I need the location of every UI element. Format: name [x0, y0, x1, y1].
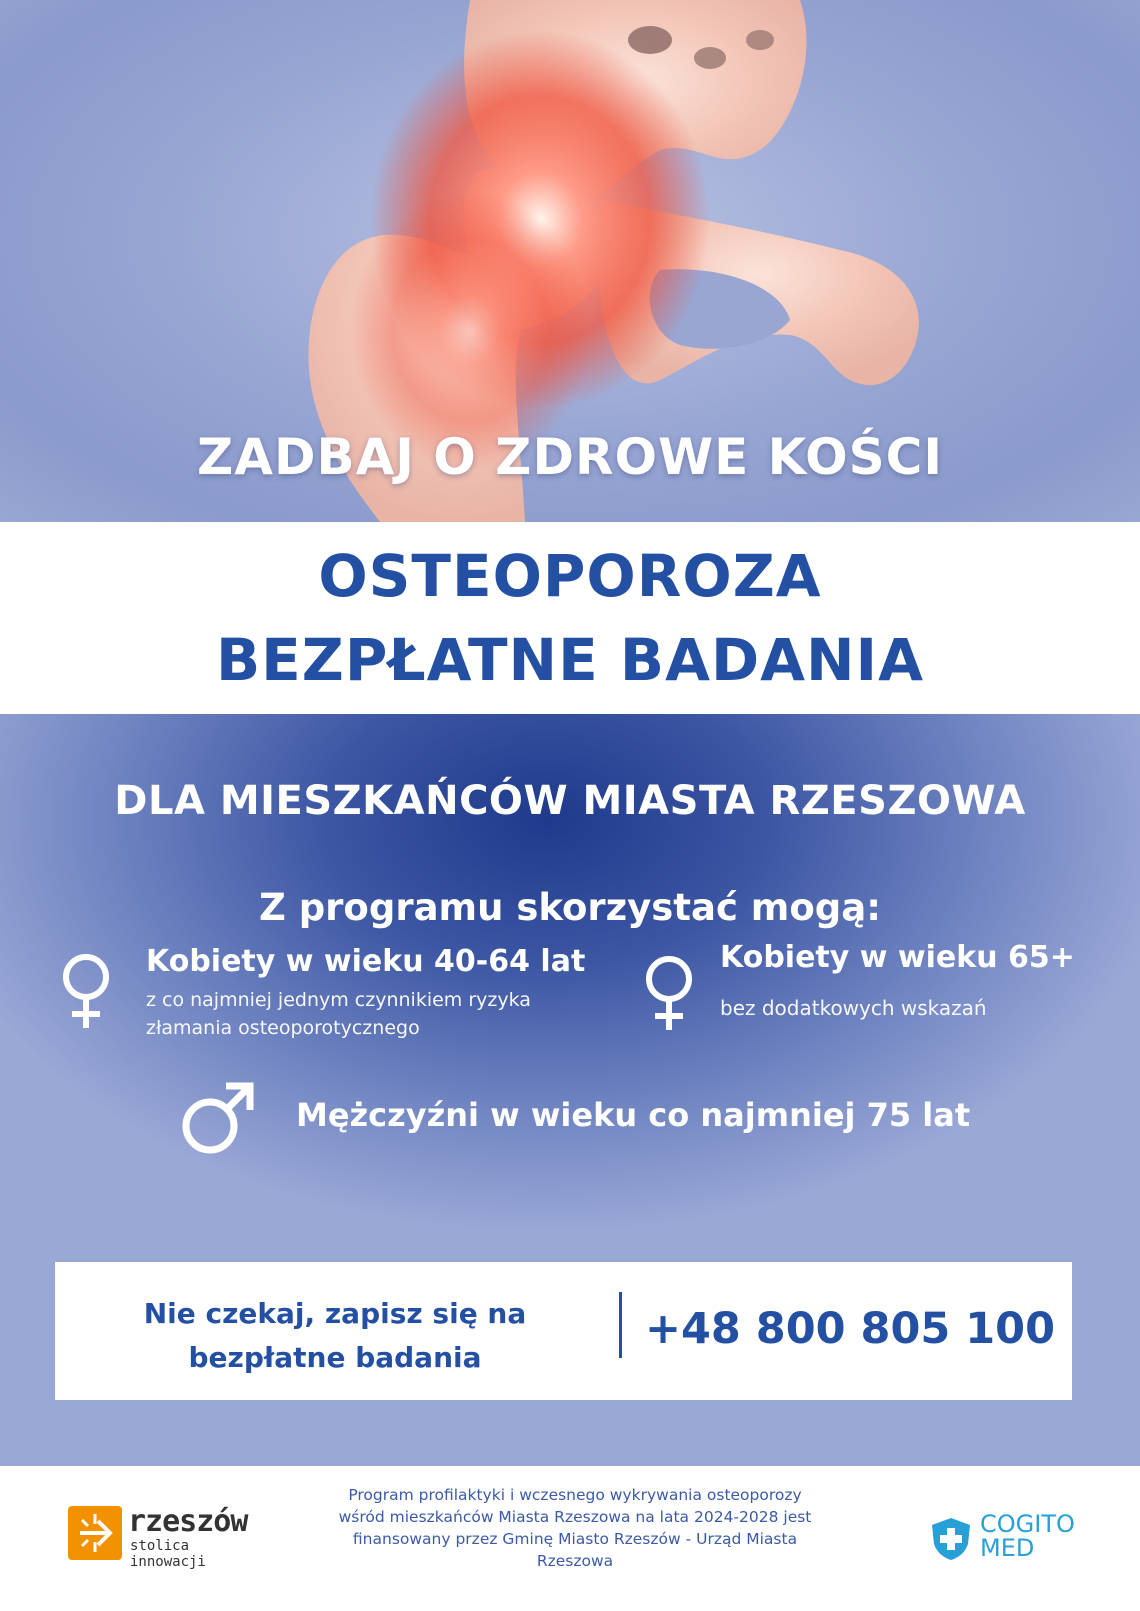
footer [0, 1466, 1140, 1611]
hero-section [0, 0, 1140, 522]
hero-headline: ZADBAJ O ZDROWE KOŚCI [197, 428, 943, 486]
group-women-65-desc: bez dodatkowych wskazań [720, 996, 987, 1020]
group-women-65-title: Kobiety w wieku 65+ [720, 940, 1075, 975]
female-symbol-icon [641, 954, 697, 1034]
title-band [0, 522, 1140, 714]
cogito-med-text: COGITO MED [980, 1510, 1075, 1562]
program-section [0, 714, 1140, 1466]
male-symbol-icon [178, 1078, 258, 1158]
rzeszow-logo-name: rzeszów [128, 1504, 248, 1539]
group-men-75-title: Mężczyźni w wieku co najmniej 75 lat [296, 1096, 971, 1134]
rzeszow-logo [68, 1504, 268, 1570]
program-heading: Z programu skorzystać mogą: [258, 886, 881, 929]
program-funding-note: Program profilaktyki i wczesnego wykrywania osteoporozy wśród mieszkańców Miasta Rzeszowa na lata 2024-2028 jest finansowany przez Gminę Miasto Rzeszów - Urząd Miasta Rzeszowa [338, 1486, 812, 1570]
phone-number[interactable]: +48 800 805 100 [644, 1304, 1056, 1354]
audience-heading: DLA MIESZKAŃCÓW MIASTA RZESZOWA [114, 778, 1026, 824]
group-women-40-64-title: Kobiety w wieku 40-64 lat [146, 944, 586, 979]
title-osteoporoza: OSTEOPOROZA [318, 542, 822, 610]
rzeszow-arrow-icon [68, 1506, 122, 1560]
signup-cta-box [55, 1262, 1072, 1400]
rzeszow-logo-tagline: stolica innowacji [130, 1538, 206, 1570]
cogito-shield-cross-icon [928, 1516, 974, 1562]
cogito-med-logo [928, 1512, 1088, 1572]
female-symbol-icon [58, 952, 114, 1032]
title-free-exams: BEZPŁATNE BADANIA [215, 626, 925, 694]
cta-divider [619, 1292, 622, 1358]
group-women-40-64-desc: z co najmniej jednym czynnikiem ryzyka złamania osteoporotycznego [146, 989, 531, 1039]
signup-cta-text: Nie czekaj, zapisz się na bezpłatne badania [143, 1297, 527, 1374]
